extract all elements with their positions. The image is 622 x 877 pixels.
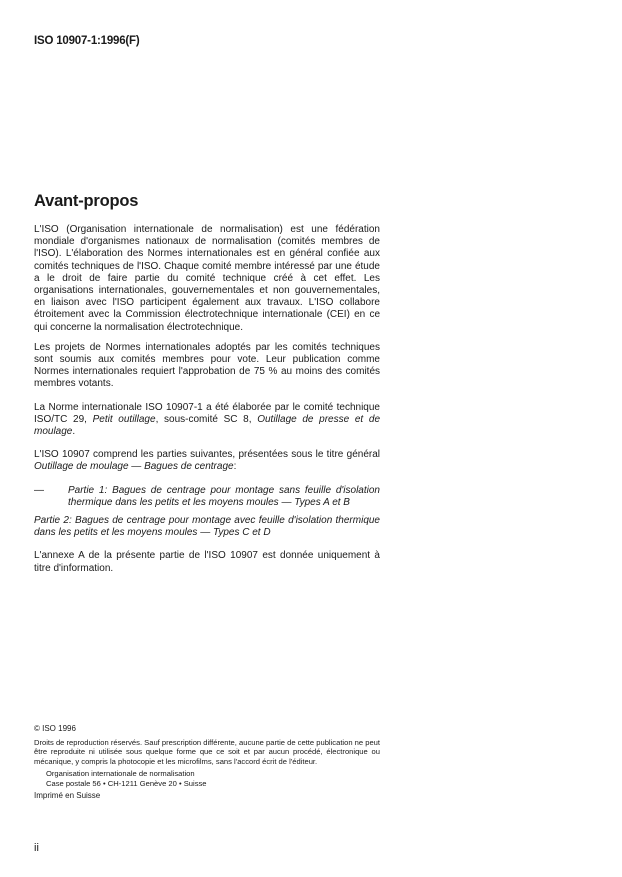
tc-text-a: La Norme internationale ISO 10907-1 a été élaborée par le comité technique ISO/TC 29, [34,401,380,425]
copyright-line: © ISO 1996 [34,724,76,733]
dash-bullet: — [34,484,44,496]
paragraph-iso-organisation: L'ISO (Organisation internationale de normalisation) est une fédération mondiale d'organismes nationaux de normalisation (comités membres de l'ISO). L'élaboration des Normes internationales est en général confiée aux comités techniques de l'ISO. Chaque comité membre intéressé par une étude a le droit de faire partie du comité technique créé à cet effet. Les organisations internationales, gouvernementales et non gouvernementales, en liaison avec l'ISO participent également aux travaux. L'ISO collabore étroitement avec la Commission électrotechnique internationale (CEI) en ce qui concerne la normalisation électrotechnique. [34,224,380,333]
paragraph-technical-committee [34,402,380,439]
tc-text-d: Outillage de presse et de moulage [34,413,381,438]
tc-text-b: Petit outillage [92,413,156,425]
tc-text-c: , sous-comité SC 8, [155,413,252,425]
section-title: Avant-propos [34,192,139,210]
part-1-text [68,485,380,509]
publisher-org: Organisation internationale de normalisation [46,769,195,779]
part-1-label: Partie 1: [68,484,108,496]
part-2-item [34,515,380,539]
parts-intro-a: L'ISO 10907 comprend les parties suivantes, présentées sous le titre général [34,449,380,461]
printed-in: Imprimé en Suisse [34,790,101,800]
part-2-label: Partie 2: [34,515,72,527]
page-number: ii [34,842,39,854]
copyright-rights: Droits de reproduction réservés. Sauf prescription différente, aucune partie de cette publication ne peut être reproduite ni utilisée sous quelque forme que ce soit et par aucun procédé, électronique ou mécanique, y compris la photocopie et les microfilms, sans l'accord écrit de l'éditeur. [34,737,381,766]
publisher-address [46,769,380,788]
tc-text-e: . [72,426,76,438]
document-header: ISO 10907-1:1996(F) [34,35,140,47]
parts-intro-b: Outillage de moulage — Bagues de centrage [34,461,234,473]
foreword-body [34,224,380,586]
copyright-block [34,724,380,800]
paragraph-annex: L'annexe A de la présente partie de l'ISO 10907 est donnée uniquement à titre d'information. [34,550,380,574]
part-1-item [34,485,380,509]
part-1-description: Bagues de centrage pour montage sans feuille d'isolation thermique dans les petits et les moyens moules — Types A et B [68,484,380,508]
part-2-description: Bagues de centrage pour montage avec feuille d'isolation thermique dans les petits et les moyens moules — Types C et D [34,515,380,539]
paragraph-draft-standards: Les projets de Normes internationales adoptés par les comités techniques sont soumis aux comités membres pour vote. Leur publication comme Normes internationales requiert l'approbation de 75 % au moins des comités membres votants. [34,341,380,390]
parts-intro-c: : [233,461,237,473]
paragraph-parts-intro [34,449,380,473]
publisher-postal: Case postale 56 • CH-1211 Genève 20 • Suisse [46,778,207,788]
